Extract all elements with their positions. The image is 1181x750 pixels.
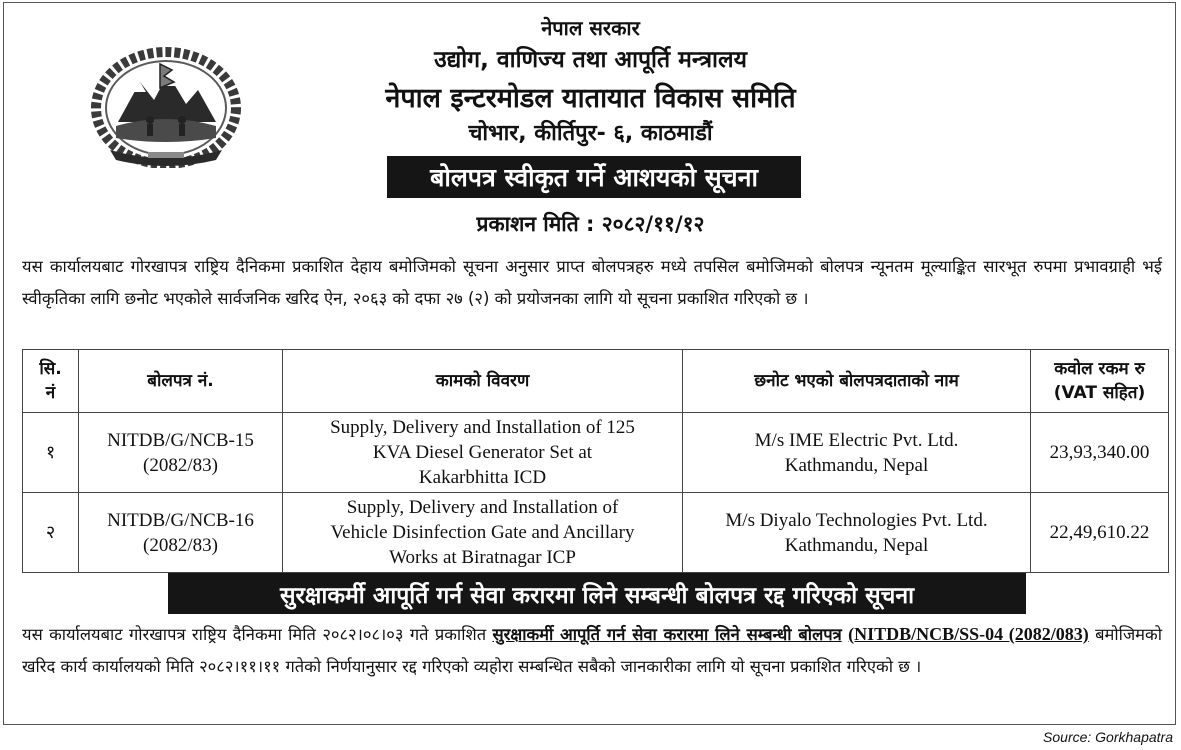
bid-no-line2: (2082/83): [143, 454, 218, 476]
col-header-amount-line2: (VAT सहित): [1053, 383, 1146, 403]
col-header-bidder: छनोट भएको बोलपत्रदाताको नाम: [683, 350, 1031, 413]
cell-sn: १: [23, 413, 79, 493]
col-header-sn: [23, 350, 79, 413]
bidder-line2: Kathmandu, Nepal: [784, 534, 929, 556]
cell-bid-no: [79, 413, 283, 493]
col-header-sn-line1: सि.: [39, 359, 62, 379]
desc-line3: Kakarbhitta ICD: [418, 467, 547, 488]
col-header-sn-line2: नं: [45, 383, 56, 403]
cancellation-tender-ref: (NITDB/NCB/SS-04 (2082/083): [848, 624, 1089, 644]
cell-description: [283, 413, 683, 493]
table-row: [23, 413, 1169, 493]
bidder-line1: M/s Diyalo Technologies Pvt. Ltd.: [725, 509, 988, 531]
cancellation-text-part1: यस कार्यालयबाट गोरखापत्र राष्ट्रिय दैनिकमा मिति २०८२।०८।०३ गते प्रकाशित: [22, 625, 493, 644]
col-header-amount-line1: कवोल रकम रु: [1054, 359, 1145, 379]
cancellation-tender-title: सुरक्षाकर्मी आपूर्ति गर्न सेवा करारमा लिने सम्बन्धी बोलपत्र: [492, 625, 842, 644]
cell-bidder: [683, 493, 1031, 573]
cell-amount: 22,49,610.22: [1031, 493, 1169, 573]
header-ministry: उद्योग, वाणिज्य तथा आपूर्ति मन्त्रालय: [434, 47, 747, 73]
table-header-row: [23, 350, 1169, 413]
cell-bidder: [683, 413, 1031, 493]
cancellation-text-part2: बमोजिमको खरिद कार्य कार्यालयको मिति २०८२।११।११ गतेको निर्णयानुसार रद्द गरिएको व्यहोरा सम्बन्धित सबैको जानकारीका लागि यो सूचना प्रकाशित गरिएको छ ।: [22, 625, 1162, 676]
header-government: नेपाल सरकार: [541, 16, 640, 40]
cell-sn: २: [23, 493, 79, 573]
cancellation-title-banner: सुरक्षाकर्मी आपूर्ति गर्न सेवा करारमा लिने सम्बन्धी बोलपत्र रद्द गरिएको सूचना: [168, 573, 1026, 614]
desc-line1: Supply, Delivery and Installation of 125: [330, 417, 635, 438]
cell-amount: 23,93,340.00: [1031, 413, 1169, 493]
col-header-bid-no: बोलपत्र नं.: [79, 350, 283, 413]
publication-date-label: प्रकाशन मिति :: [476, 212, 595, 236]
bid-no-line1: NITDB/G/NCB-16: [107, 509, 254, 531]
bid-no-line1: NITDB/G/NCB-15: [107, 429, 254, 451]
col-header-description: कामको विवरण: [283, 350, 683, 413]
table-row: [23, 493, 1169, 573]
publication-date-line: [0, 210, 1181, 238]
cell-bid-no: [79, 493, 283, 573]
bidder-line2: Kathmandu, Nepal: [784, 454, 929, 476]
col-header-amount: [1031, 350, 1169, 413]
desc-line1: Supply, Delivery and Installation of: [346, 497, 619, 518]
cancellation-paragraph: [22, 618, 1162, 683]
bid-no-line2: (2082/83): [143, 534, 218, 556]
selected-bids-table: [22, 349, 1169, 573]
publication-date-value: २०८२/११/१२: [601, 212, 705, 236]
cell-description: [283, 493, 683, 573]
notice-title-banner: बोलपत्र स्वीकृत गर्ने आशयको सूचना: [387, 156, 801, 198]
header-address: चोभार, कीर्तिपुर- ६, काठमाडौं: [468, 121, 713, 146]
desc-line2: Vehicle Disinfection Gate and Ancillary: [330, 522, 635, 543]
source-credit: Source: Gorkhapatra: [1043, 729, 1173, 745]
bidder-line1: M/s IME Electric Pvt. Ltd.: [754, 429, 959, 451]
intro-paragraph: यस कार्यालयबाट गोरखापत्र राष्ट्रिय दैनिकमा प्रकाशित देहाय बमोजिमको सूचना अनुसार प्राप्त बोलपत्रहरु मध्ये तपसिल बमोजिमको बोलपत्र न्यूनतम मूल्याङ्कित सारभूत रुपमा प्रभावग्राही भई स्वीकृतिका लागि छनोट भएकोले सार्वजनिक खरिद ऐन, २०६३ को दफा २७ (२) को प्रयोजनका लागि यो सूचना प्रकाशित गरिएको छ ।: [22, 257, 1162, 308]
header-organization: नेपाल इन्टरमोडल यातायात विकास समिति: [385, 83, 796, 114]
desc-line3: Works at Biratnagar ICP: [389, 547, 576, 568]
desc-line2: KVA Diesel Generator Set at: [372, 442, 593, 463]
